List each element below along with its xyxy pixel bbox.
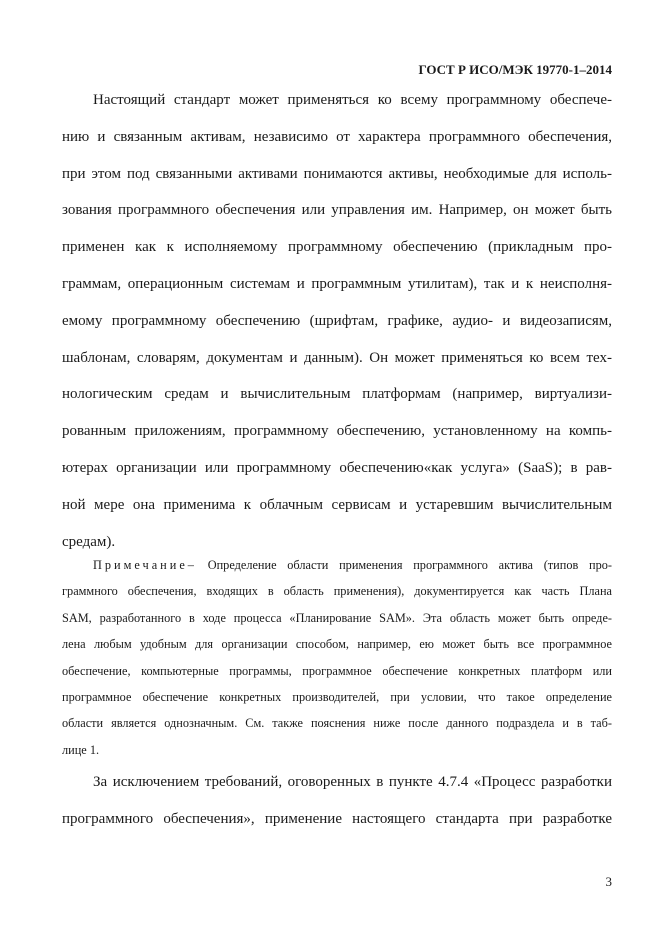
note-line: программное обеспечение конкретных производителей, при условии, что такое определение — [62, 689, 612, 704]
document-code: ГОСТ Р ИСО/МЭК 19770-1–2014 — [418, 62, 612, 77]
paragraph-line: За исключением требований, оговоренных в пункте 4.7.4 «Процесс разработки — [93, 774, 612, 790]
paragraph-line: программного обеспечения», применение настоящего стандарта при разработке — [62, 810, 612, 827]
paragraph-line: при этом под связанными активами понимаются активы, необходимые для исполь- — [62, 165, 612, 182]
paragraph-line: применен как к исполняемому программному обеспечению (прикладным про- — [62, 239, 612, 256]
note-first-line — [62, 552, 612, 578]
note-line: области является однозначным. См. также пояснения ниже после данного подраздела и в таб- — [62, 716, 612, 731]
page-number: 3 — [605, 874, 612, 889]
note-block — [62, 552, 612, 763]
note-line: лице 1. — [62, 742, 100, 757]
paragraph-line: нологическим средам и вычислительным платформам (например, виртуализи- — [62, 386, 612, 403]
paragraph-line: рованным приложениям, программному обеспечению, установленному на компь- — [62, 423, 612, 440]
paragraph-line: зования программного обеспечения или управления им. Например, он может быть — [62, 202, 612, 219]
note-line: лена любым удобным для организации способом, например, ею может быть все программное — [62, 637, 612, 652]
paragraph-line: ной мере она применима к облачным сервисам и устаревшим вычислительным — [62, 496, 612, 513]
note-text: Определение области применения программного актива (типов про- — [207, 558, 612, 572]
paragraph-line: нию и связанным активам, независимо от характера программного обеспечения, — [62, 128, 612, 145]
paragraph-line: средам). — [62, 533, 116, 550]
note-label: Примечание– — [93, 558, 197, 572]
note-line: граммного обеспечения, входящих в область применения), документируется как часть Плана — [62, 584, 612, 599]
note-line: SAM, разработанного в ходе процесса «Планирование SAM». Эта область может быть опреде- — [62, 610, 612, 625]
note-line: обеспечение, компьютерные программы, программное обеспечение конкретных платформ или — [62, 663, 612, 678]
paragraph-line: граммам, операционным системам и программным утилитам), так и к неисполня- — [62, 275, 612, 292]
paragraph-line: Настоящий стандарт может применяться ко всему программному обеспече- — [93, 92, 612, 108]
paragraph-line: шаблонам, словарям, документам и данным). Он может применяться ко всем тех- — [62, 349, 612, 366]
paragraph-scope — [62, 82, 612, 560]
paragraph-line: ютерах организации или программному обеспечению«как услуга» (SaaS); в рав- — [62, 459, 612, 476]
paragraph-exceptions — [62, 764, 612, 838]
paragraph-line: емому программному обеспечению (шрифтам, графике, аудио- и видеозаписям, — [62, 312, 612, 329]
